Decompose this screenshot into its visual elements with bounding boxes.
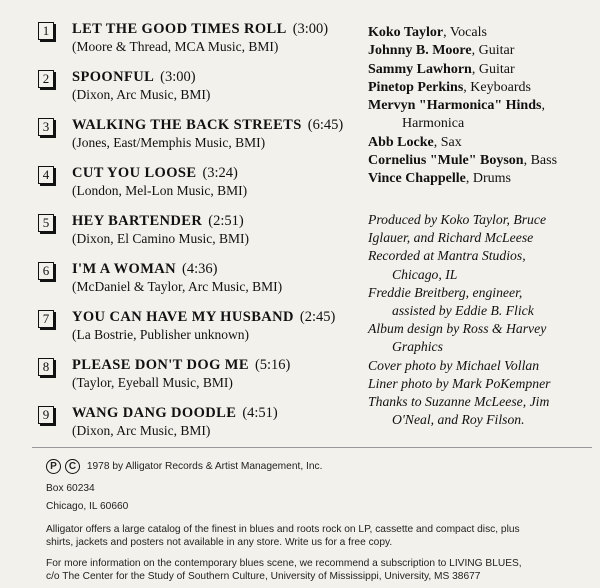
musician-name: Vince Chappelle <box>368 171 466 187</box>
track-credit: (La Bostrie, Publisher unknown) <box>72 327 249 342</box>
track-title-line <box>72 117 343 134</box>
track-title-line <box>72 69 196 86</box>
track-duration: (2:51) <box>208 213 244 229</box>
track-number-box: 5 <box>38 214 54 232</box>
personnel-row <box>368 115 598 133</box>
production-line: Cover photo by Michael Vollan <box>368 357 540 373</box>
track-title: LET THE GOOD TIMES ROLL <box>72 21 287 37</box>
musician-name: Johnny B. Moore <box>368 43 472 59</box>
track-title: CUT YOU LOOSE <box>72 165 197 181</box>
musician-role: , Bass <box>523 153 558 169</box>
production-line: O'Neal, and Roy Filson. <box>392 412 525 428</box>
production-line: Chicago, IL <box>392 266 458 282</box>
track-title: HEY BARTENDER <box>72 213 203 229</box>
musician-name: Sammy Lawhorn <box>368 61 472 77</box>
track-number-box: 1 <box>38 22 54 40</box>
production-line: assisted by Eddie B. Flick <box>392 303 534 319</box>
track-title-line <box>72 261 217 278</box>
musician-name: Koko Taylor <box>368 25 444 40</box>
musician-name: Cornelius "Mule" Boyson <box>368 153 524 169</box>
musician-name: Abb Locke <box>368 134 434 150</box>
track-credit: (Dixon, Arc Music, BMI) <box>72 423 211 438</box>
production-line: Graphics <box>392 339 443 355</box>
catalog-text: shirts, jackets and posters not available in any store. Write us for a free copy. <box>46 537 393 548</box>
phonogram-symbol-icon: P <box>46 459 61 474</box>
production-credits <box>368 211 596 429</box>
address-city: Chicago, IL 60660 <box>46 501 129 512</box>
track-title-line <box>72 357 290 374</box>
catalog-text: Alligator offers a large catalog of the finest in blues and roots rock on LP, cassette and compact disc, plus <box>46 524 520 535</box>
track-title-line <box>72 405 278 422</box>
production-line: Thanks to Suzanne McLeese, Jim <box>368 394 550 410</box>
musician-role: , Vocals <box>443 25 487 40</box>
track-credit: (Dixon, Arc Music, BMI) <box>72 87 211 102</box>
track-title: WANG DANG DOODLE <box>72 405 237 421</box>
track-duration: (5:16) <box>254 357 291 373</box>
musician-role: , Keyboards <box>463 79 531 95</box>
track-number-box: 2 <box>38 70 54 88</box>
track-title-line <box>72 21 328 38</box>
track-number-box: 6 <box>38 262 54 280</box>
copyright-line <box>46 459 322 474</box>
musician-role: , Guitar <box>471 43 515 59</box>
track-duration: (2:45) <box>299 309 336 325</box>
track-title-line <box>72 309 335 326</box>
track-duration: (3:00) <box>292 21 329 37</box>
production-line: Freddie Breitberg, engineer, <box>368 284 523 300</box>
track-number-box: 3 <box>38 118 54 136</box>
copyright-symbol-icon: C <box>65 459 80 474</box>
track-title: PLEASE DON'T DOG ME <box>72 357 249 373</box>
track-title: I'M A WOMAN <box>72 261 177 277</box>
info-text: For more information on the contemporary blues scene, we recommend a subscription to LIVING BLUES, <box>46 558 522 569</box>
production-line: Recorded at Mantra Studios, <box>368 248 526 264</box>
address-box: Box 60234 <box>46 483 95 494</box>
production-line: Album design by Ross & Harvey <box>368 321 547 337</box>
musician-role: , Guitar <box>471 61 515 77</box>
personnel-row <box>368 42 598 60</box>
track-number-box: 9 <box>38 406 54 424</box>
track-title-line <box>72 213 244 230</box>
track-number-box: 4 <box>38 166 54 184</box>
musician-role: , <box>541 98 545 114</box>
copyright-text: 1978 by Alligator Records & Artist Management, Inc. <box>86 461 323 473</box>
track-duration: (4:51) <box>242 405 278 421</box>
personnel-row <box>368 170 598 188</box>
personnel-row <box>368 97 598 115</box>
personnel-row <box>368 152 598 170</box>
track-duration: (4:36) <box>182 261 218 277</box>
musician-name: Pinetop Perkins <box>368 79 464 95</box>
track-credit: (McDaniel & Taylor, Arc Music, BMI) <box>72 279 283 294</box>
musician-name: Mervyn "Harmonica" Hinds <box>368 98 542 114</box>
track-title: WALKING THE BACK STREETS <box>72 117 302 133</box>
personnel-row <box>368 134 598 152</box>
track-title-line <box>72 165 238 182</box>
musician-role: , Sax <box>433 134 462 150</box>
info-text: c/o The Center for the Study of Southern Culture, University of Mississippi, University, MS 38677 <box>46 571 481 582</box>
production-line: Produced by Koko Taylor, Bruce <box>368 212 547 227</box>
track-duration: (3:24) <box>202 165 238 181</box>
track-duration: (3:00) <box>160 69 196 85</box>
musician-role: , Drums <box>465 171 511 187</box>
musician-role: Harmonica <box>402 116 465 132</box>
personnel-row <box>368 61 598 79</box>
track-credit: (Moore & Thread, MCA Music, BMI) <box>72 39 279 54</box>
track-title: SPOONFUL <box>72 69 155 85</box>
track-number-box: 7 <box>38 310 54 328</box>
personnel-row <box>368 24 598 42</box>
track-credit: (London, Mel-Lon Music, BMI) <box>72 183 248 198</box>
track-credit: (Taylor, Eyeball Music, BMI) <box>72 375 233 390</box>
track-credit: (Dixon, El Camino Music, BMI) <box>72 231 249 246</box>
track-title: YOU CAN HAVE MY HUSBAND <box>72 309 294 325</box>
track-duration: (6:45) <box>307 117 344 133</box>
personnel-row <box>368 79 598 97</box>
track-number-box: 8 <box>38 358 54 376</box>
production-line: Iglauer, and Richard McLeese <box>368 230 534 246</box>
production-line: Liner photo by Mark PoKempner <box>368 375 551 391</box>
personnel-list <box>368 24 598 189</box>
track-credit: (Jones, East/Memphis Music, BMI) <box>72 135 266 150</box>
divider <box>32 447 592 448</box>
